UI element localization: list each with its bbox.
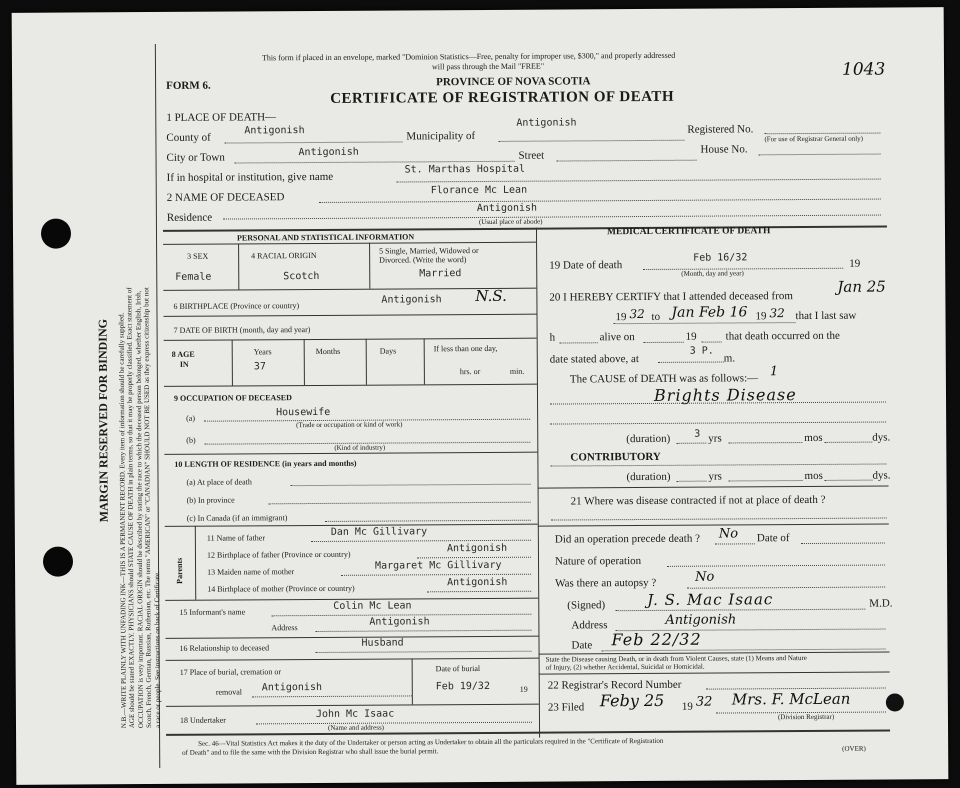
death-date-label: 19 Date of death: [549, 259, 623, 272]
margin-instructions: N.B.—WRITE PLAINLY WITH UNFADING INK—THIS IS A PERMANENT RECORD. Every item of information should be carefully supplied. AGE should be stated EXACTLY. PHYSICIANS should STATE CAUSE OF DEATH in plain terms, so that it may be properly classified. Exact statement of OCCUPATION is very important. RACIAL ORIGIN should be described by stating the race to which the deceased person belonged, whether English, Irish, Scotch, French, German, Russian, Ruthenian, etc. The terms "AMERICAN" or "CANADIAN" SHOULD NOT BE USED as they express citizenship but not a race or people. See instructions on back of Certificate.: [117, 287, 162, 729]
father-name-label: 11 Name of father: [206, 533, 266, 543]
death-date-note: (Month, day and year): [681, 269, 744, 278]
duration-yrs-2: yrs: [708, 470, 722, 483]
marital-label-1: 5 Single, Married, Widowed or: [379, 246, 479, 256]
occupation-b: (b): [186, 435, 196, 445]
year1-label: 19: [615, 311, 627, 324]
punch-hole: [43, 546, 73, 576]
street-label: Street: [518, 149, 545, 162]
md-label: M.D.: [869, 597, 893, 610]
alive-on-label: alive on: [599, 331, 635, 344]
informant-label: 15 Informant's name: [179, 607, 246, 617]
deceased-name-value: Florance Mc Lean: [430, 184, 528, 197]
dob-label: 7 DATE OF BIRTH (month, day and year): [173, 325, 311, 335]
mail-notice-line1: This form if placed in an envelope, marked "Dominion Statistics—Free, penalty for improper use, $300," and properly addressed: [261, 50, 676, 63]
year1-hw: 32: [629, 306, 645, 322]
birthplace-value: Antigonish: [381, 294, 442, 306]
informant-value: Colin Mc Lean: [333, 600, 412, 612]
parents-label: Parents: [174, 557, 185, 584]
city-value: Antigonish: [298, 146, 359, 159]
burial-date-value: Feb 19/32: [435, 680, 490, 693]
death-date-year: 19: [849, 257, 861, 270]
mother-birthplace-label: 14 Birthplace of mother (Province or country): [207, 583, 355, 594]
mail-notice-line2: will pass through the Mail "FREE": [431, 61, 545, 72]
death-time-value: 3 P.: [689, 345, 714, 357]
nature-operation-label: Nature of operation: [554, 555, 642, 568]
undertaker-value: John Mc Isaac: [315, 708, 395, 721]
residence-canada-label: (c) In Canada (if an immigrant): [186, 513, 288, 523]
registered-no-label: Registered No.: [687, 123, 754, 136]
relationship-value: Husband: [361, 637, 404, 649]
father-name-value: Dan Mc Gillivary: [330, 526, 428, 538]
undertaker-label: 18 Undertaker: [179, 715, 226, 725]
autopsy-hw: No: [695, 569, 715, 585]
municipality-value: Antigonish: [516, 117, 577, 129]
sign-date-hw: Feb 22/32: [611, 629, 702, 650]
usual-place-note: (Usual place of abode): [478, 217, 543, 227]
certificate-title: CERTIFICATE OF REGISTRATION OF DEATH: [330, 88, 675, 107]
occupation-b-note: (Kind of industry): [334, 443, 386, 452]
hospital-value: St. Marthas Hospital: [404, 163, 526, 176]
sign-date-label: Date: [571, 639, 593, 652]
father-birthplace-label: 12 Birthplace of father (Province or country): [206, 549, 351, 560]
duration-yrs-1: yrs: [708, 432, 722, 445]
mother-name-label: 13 Maiden name of mother: [207, 567, 295, 577]
physician-signature: J. S. Mac Isaac: [647, 590, 774, 609]
racial-origin-label: 4 RACIAL ORIGIN: [251, 250, 317, 261]
physician-address-hw: Antigonish: [665, 612, 737, 628]
house-no-label: House No.: [700, 143, 748, 156]
years-label: Years: [253, 347, 272, 357]
duration-mos-2: mos: [804, 469, 823, 483]
occupation-label: 9 OCCUPATION OF DECEASED: [173, 393, 292, 403]
filed-date-hw: Feby 25: [599, 690, 665, 711]
mother-name-value: Margaret Mc Gillivary: [375, 559, 502, 572]
residence-label: Residence: [166, 211, 213, 224]
province-title: PROVINCE OF NOVA SCOTIA: [436, 75, 591, 89]
deceased-name-label: 2 NAME OF DECEASED: [166, 191, 285, 204]
contributory-label: CONTRIBUTORY: [570, 450, 661, 464]
duration-label-2: (duration): [626, 470, 671, 484]
residence-value: Antigonish: [476, 202, 538, 215]
year2-label: 19: [755, 310, 767, 323]
death-occurred-label: that death occurred on the: [725, 329, 840, 343]
violent-note-1: State the Disease causing Death, or in death from Violent Causes, state (1) Means and Nature: [545, 654, 807, 664]
footer-line-2: of Death" and to file the same with the Division Registrar who shall issue the burial permit.: [182, 747, 439, 757]
to-label: to: [651, 310, 661, 323]
marital-label-2: Divorced. (Write the word): [379, 255, 467, 265]
place-of-death-label: 1 PLACE OF DEATH—: [166, 111, 277, 124]
occupation-a: (a): [186, 413, 196, 423]
signed-label: (Signed): [567, 599, 606, 612]
personal-heading: PERSONAL AND STATISTICAL INFORMATION: [237, 232, 415, 243]
physician-address-label: Address: [571, 619, 608, 632]
occupation-a-note: (Trade or occupation or kind of work): [296, 420, 403, 430]
burial-place-label-1: 17 Place of burial, cremation or: [179, 667, 282, 677]
city-label: City or Town: [166, 151, 225, 164]
contracted-label: 21 Where was disease contracted if not at place of death ?: [570, 493, 826, 508]
father-birthplace-value: Antigonish: [446, 542, 508, 555]
certify-label: 20 I HEREBY CERTIFY that I attended deceased from: [549, 290, 793, 304]
footer-over: (OVER): [842, 744, 866, 753]
registrar-signature: Mrs. F. McLean: [731, 689, 851, 709]
punch-hole: [41, 218, 71, 248]
filed-year-hw: 32: [695, 694, 713, 710]
form-number: FORM 6.: [166, 79, 211, 92]
ink-blot: [886, 693, 904, 711]
hospital-label: If in hospital or institution, give name: [166, 170, 334, 184]
county-value: Antigonish: [244, 125, 305, 137]
mother-birthplace-value: Antigonish: [447, 576, 508, 589]
duration-dys-2: dys.: [872, 469, 891, 482]
burial-date-label: Date of burial: [435, 664, 481, 674]
burial-year-label: 19: [519, 684, 528, 694]
relationship-label: 16 Relationship to deceased: [179, 643, 270, 653]
cause-hw: Brights Disease: [653, 385, 797, 405]
municipality-label: Municipality of: [406, 130, 476, 143]
informant-address-label: Address: [271, 623, 298, 633]
hrs-label: hrs. or: [459, 366, 481, 377]
birthplace-label: 6 BIRTHPLACE (Province or country): [173, 301, 300, 311]
duration-mos-1: mos: [804, 431, 823, 445]
burial-place-label-2: removal: [215, 687, 243, 697]
min-label: min.: [509, 366, 525, 376]
less-than-day-label: If less than one day,: [433, 343, 498, 354]
burial-place-value: Antigonish: [261, 681, 323, 694]
cause-number-hw: 1: [769, 364, 779, 380]
residence-place-label: (a) At place of death: [186, 477, 252, 487]
cause-label: The CAUSE of DEATH was as follows:—: [569, 372, 759, 386]
medical-heading: MEDICAL CERTIFICATE OF DEATH: [606, 226, 771, 238]
sex-label: 3 SEX: [187, 251, 209, 261]
margin-reserved-label: MARGIN RESERVED FOR BINDING: [95, 318, 111, 523]
attended-from-hw: Jan 25: [837, 277, 886, 296]
age-years-value: 37: [253, 361, 266, 373]
registrar-use-note: (For use of Registrar General only): [764, 134, 864, 144]
age-in-label: IN: [179, 359, 189, 369]
death-certificate: [12, 7, 949, 785]
filed-year-label: 19: [681, 700, 693, 713]
last-saw-label: that I last saw: [795, 309, 857, 323]
county-label: County of: [166, 131, 211, 144]
footer-line-1: Sec. 46—Vital Statistics Act makes it the duty of the Undertaker or person acting as Undertaker to obtain all the particulars required in the "Certificate of Registration: [198, 736, 664, 748]
duration-dys-1: dys.: [872, 431, 891, 444]
autopsy-label: Was there an autopsy ?: [555, 576, 657, 590]
attended-to-hw: Jan Feb 16: [671, 304, 748, 321]
alive-year-label: 19: [685, 330, 697, 343]
date-stated-label: date stated above, at: [549, 353, 640, 366]
operation-date-label: Date of: [756, 532, 790, 545]
record-number-handwritten: 1043: [841, 59, 886, 80]
operation-hw: No: [718, 526, 739, 542]
operation-label: Did an operation precede death ?: [554, 532, 700, 546]
undertaker-note: (Name and address): [328, 723, 385, 732]
filed-label: 23 Filed: [547, 701, 585, 714]
year2-hw: 32: [769, 306, 785, 321]
alive-h: h: [549, 331, 556, 344]
duration-label-1: (duration): [626, 432, 671, 446]
violent-note-2: of Injury, (2) whether Accidental, Suicidal or Homicidal.: [545, 662, 705, 672]
residence-length-label: 10 LENGTH OF RESIDENCE (in years and months): [174, 458, 357, 469]
racial-origin-value: Scotch: [283, 270, 320, 283]
age-label: 8 AGE: [171, 349, 195, 359]
months-label: Months: [315, 346, 341, 357]
days-label: Days: [379, 346, 397, 356]
residence-province-label: (b) In province: [186, 495, 235, 505]
birthplace-handwritten: N.S.: [475, 286, 507, 306]
informant-address-value: Antigonish: [369, 616, 430, 628]
registrar-record-label: 22 Registrar's Record Number: [547, 678, 682, 692]
occupation-value: Housewife: [276, 406, 331, 419]
death-date-value: Feb 16/32: [693, 252, 748, 264]
duration-value: 3: [694, 428, 701, 440]
time-m-label: m.: [723, 352, 736, 365]
division-registrar-note: (Division Registrar): [777, 712, 835, 722]
sex-value: Female: [175, 271, 212, 283]
marital-value: Married: [419, 268, 462, 280]
